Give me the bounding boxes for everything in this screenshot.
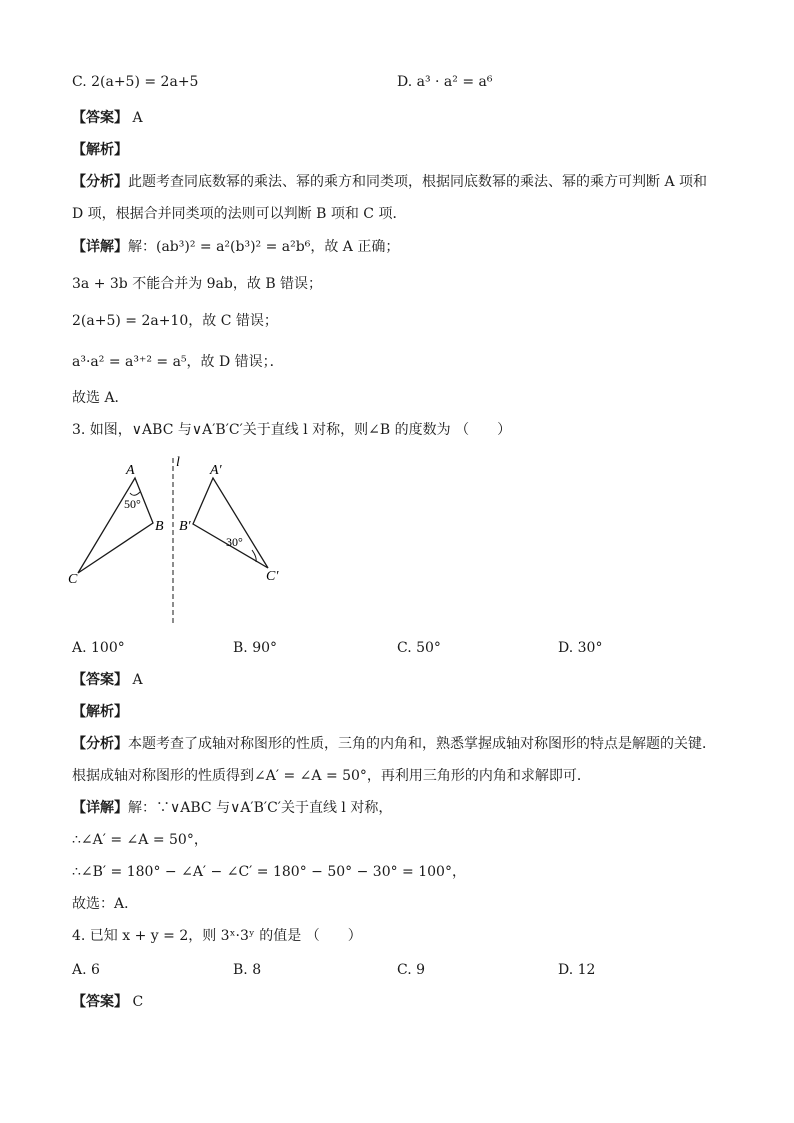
- q4-option-d: D. 12: [558, 962, 596, 978]
- q2-option-c: C. 2(a+5) = 2a+5: [72, 74, 199, 90]
- q4-option-c: C. 9: [397, 962, 426, 978]
- answer-value: A: [132, 672, 143, 688]
- q2-detail-2: 3a + 3b 不能合并为 9ab，故 B 错误；: [72, 276, 323, 292]
- label-l: l: [176, 455, 180, 470]
- q2-detail-4: a³·a² = a³⁺² = a⁵，故 D 错误；．: [72, 354, 284, 370]
- q2-detail-1: [72, 237, 399, 257]
- fenxi-text: 本题考查了成轴对称图形的性质，三角的内角和，熟悉掌握成轴对称图形的特点是解题的关键．: [128, 736, 716, 752]
- detail-tag: 【详解】: [72, 800, 128, 816]
- triangle-abc: [78, 478, 153, 573]
- angle-a-label: 50°: [124, 497, 141, 511]
- label-a: A: [126, 463, 135, 478]
- q3-option-d: D. 30°: [558, 640, 603, 656]
- analysis-tag: 【解析】: [72, 142, 128, 158]
- q3-option-c: C. 50°: [397, 640, 441, 656]
- label-c: C: [68, 572, 78, 587]
- q3-detail-1: [72, 798, 392, 818]
- fenxi-text: 此题考查同底数幂的乘法、幂的乘方和同类项，根据同底数幂的乘法、幂的乘方可判断 A 项和: [128, 174, 708, 190]
- answer-value: C: [132, 994, 144, 1010]
- label-a-prime: A′: [210, 463, 222, 478]
- q3-figure: [60, 448, 320, 628]
- label-b: B: [155, 519, 164, 534]
- detail-tag: 【详解】: [72, 239, 128, 255]
- q2-detail-3: 2(a+5) = 2a+10，故 C 错误；: [72, 313, 278, 329]
- q3-option-b: B. 90°: [233, 640, 278, 656]
- q2-fenxi-2: D 项，根据合并同类项的法则可以判断 B 项和 C 项．: [72, 206, 407, 222]
- q3-fenxi-2: 根据成轴对称图形的性质得到∠A′ = ∠A = 50°，再利用三角形的内角和求解即可．: [72, 768, 591, 784]
- q4-option-a: A. 6: [72, 962, 100, 978]
- triangle-a2b2c2: [193, 478, 268, 568]
- q4-stem: 4. 已知 x + y = 2，则 3ˣ·3ʸ 的值是 （ ）: [72, 928, 362, 944]
- q3-option-a: A. 100°: [72, 640, 125, 656]
- answer-tag: 【答案】: [72, 672, 128, 688]
- q4-answer: [72, 992, 143, 1012]
- fenxi-tag: 【分析】: [72, 736, 128, 752]
- q4-option-b: B. 8: [233, 962, 262, 978]
- q2-option-d: D. a³ · a² = a⁶: [397, 74, 493, 90]
- q2-conclusion: 故选 A．: [72, 390, 129, 406]
- q3-detail-3: ∴∠B′ = 180° − ∠A′ − ∠C′ = 180° − 50° − 30° = 100°，: [72, 864, 466, 880]
- answer-tag: 【答案】: [72, 994, 128, 1010]
- q2-analysis-tag: [72, 140, 128, 160]
- q3-analysis-tag: [72, 702, 128, 722]
- angle-c2-label: 30°: [226, 535, 243, 549]
- q2-answer: [72, 108, 143, 128]
- q3-detail-2: ∴∠A′ = ∠A = 50°，: [72, 832, 208, 848]
- detail-text: 解：(ab³)² = a²(b³)² = a²b⁶，故 A 正确；: [128, 239, 400, 255]
- q3-fenxi-1: [72, 734, 716, 754]
- q3-conclusion: 故选：A．: [72, 896, 139, 912]
- detail-text: 解：∵∨ABC 与∨A′B′C′关于直线 l 对称，: [128, 800, 393, 816]
- fenxi-tag: 【分析】: [72, 174, 128, 190]
- answer-tag: 【答案】: [72, 110, 128, 126]
- angle-a-arc: [130, 492, 140, 495]
- q2-fenxi-1: [72, 172, 707, 192]
- label-c-prime: C′: [266, 569, 279, 584]
- label-b-prime: B′: [179, 519, 191, 534]
- q3-answer: [72, 670, 143, 690]
- analysis-tag: 【解析】: [72, 704, 128, 720]
- answer-value: A: [132, 110, 143, 126]
- q3-stem: 3. 如图，∨ABC 与∨A′B′C′关于直线 l 对称，则∠B 的度数为 （ ）: [72, 422, 512, 438]
